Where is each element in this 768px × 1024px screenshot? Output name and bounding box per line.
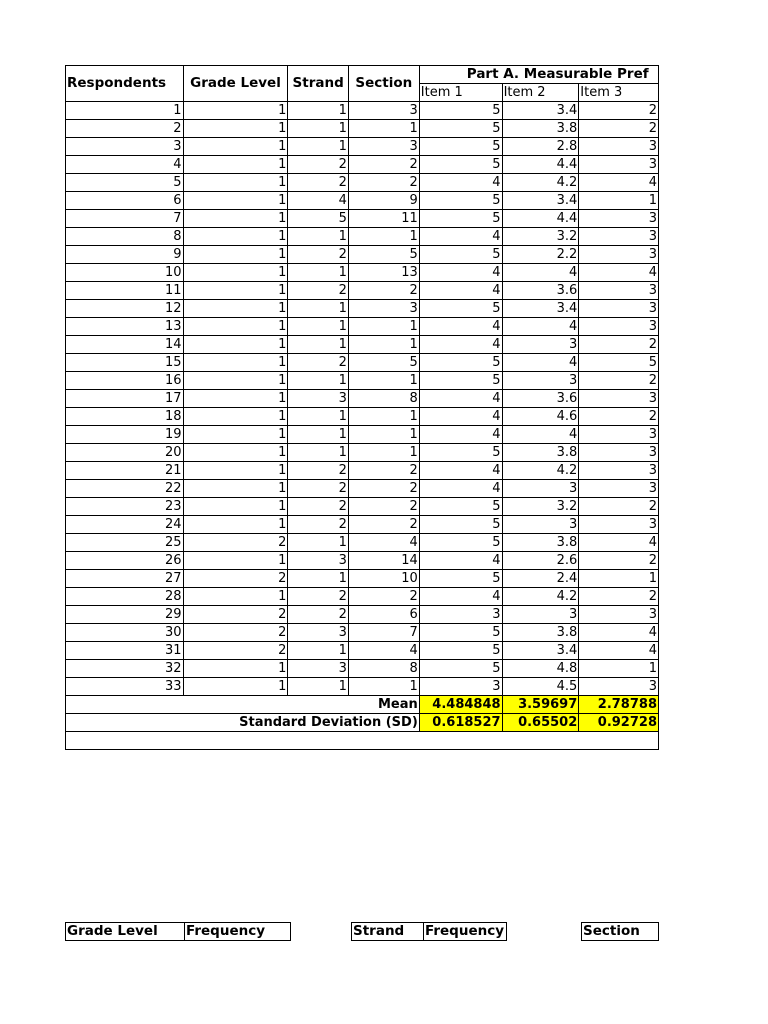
cell-item-2[interactable]: 4.4: [502, 210, 579, 228]
cell-respondent[interactable]: 5: [66, 174, 184, 192]
cell-respondent[interactable]: 27: [66, 570, 184, 588]
cell-item-2[interactable]: 4.2: [502, 462, 579, 480]
cell-grade-level[interactable]: 2: [183, 606, 288, 624]
table-row: [66, 138, 659, 156]
cell-grade-level[interactable]: 1: [183, 228, 288, 246]
strand-frequency-table: [351, 922, 507, 941]
cell-section[interactable]: 2: [348, 282, 419, 300]
cell-grade-level[interactable]: 1: [183, 588, 288, 606]
cell-strand[interactable]: 2: [288, 462, 348, 480]
cell-grade-level[interactable]: 1: [183, 192, 288, 210]
cell-item-2[interactable]: 3.4: [502, 192, 579, 210]
cell-section[interactable]: 4: [348, 534, 419, 552]
cell-grade-level[interactable]: 1: [183, 282, 288, 300]
cell-grade-level[interactable]: 1: [183, 426, 288, 444]
table-row: [66, 588, 659, 606]
cell-grade-level[interactable]: 1: [183, 120, 288, 138]
cell-grade-level[interactable]: 1: [183, 480, 288, 498]
cell-item-3[interactable]: 4: [579, 624, 659, 642]
cell-grade-level[interactable]: 1: [183, 372, 288, 390]
cell-item-2[interactable]: 3: [502, 336, 579, 354]
cell-item-3[interactable]: 2: [579, 588, 659, 606]
cell-strand[interactable]: 1: [288, 318, 348, 336]
table-body: [66, 102, 659, 696]
cell-strand[interactable]: 1: [288, 102, 348, 120]
cell-respondent[interactable]: 15: [66, 354, 184, 372]
cell-strand[interactable]: 2: [288, 516, 348, 534]
cell-item-3[interactable]: 3: [579, 606, 659, 624]
cell-respondent[interactable]: 10: [66, 264, 184, 282]
cell-strand[interactable]: 1: [288, 372, 348, 390]
cell-item-2[interactable]: 4: [502, 426, 579, 444]
cell-item-1[interactable]: 4: [419, 426, 502, 444]
table-row: [66, 408, 659, 426]
cell-item-2[interactable]: 3: [502, 516, 579, 534]
cell-section[interactable]: 10: [348, 570, 419, 588]
cell-item-2[interactable]: 4: [502, 354, 579, 372]
cell-section[interactable]: 1: [348, 408, 419, 426]
cell-item-1[interactable]: 5: [419, 570, 502, 588]
cell-section[interactable]: 8: [348, 390, 419, 408]
cell-grade-level[interactable]: 1: [183, 462, 288, 480]
cell-item-1[interactable]: 4: [419, 588, 502, 606]
cell-item-3[interactable]: 1: [579, 192, 659, 210]
sd-label[interactable]: Standard Deviation (SD): [66, 714, 420, 732]
table-row: [66, 336, 659, 354]
table-row: [66, 156, 659, 174]
cell-item-2[interactable]: 4.8: [502, 660, 579, 678]
cell-respondent[interactable]: 16: [66, 372, 184, 390]
sd-item-3[interactable]: 0.92728: [579, 714, 659, 732]
cell-strand[interactable]: 3: [288, 624, 348, 642]
freq-header-section[interactable]: Section: [582, 923, 659, 941]
cell-item-3[interactable]: 2: [579, 408, 659, 426]
cell-item-3[interactable]: 3: [579, 228, 659, 246]
cell-strand[interactable]: 1: [288, 408, 348, 426]
cell-item-1[interactable]: 5: [419, 444, 502, 462]
cell-item-1[interactable]: 5: [419, 120, 502, 138]
cell-section[interactable]: 8: [348, 660, 419, 678]
cell-strand[interactable]: 1: [288, 534, 348, 552]
cell-item-1[interactable]: 3: [419, 678, 502, 696]
grade-level-frequency-table: [65, 922, 291, 941]
cell-respondent[interactable]: 29: [66, 606, 184, 624]
cell-item-2[interactable]: 3.8: [502, 624, 579, 642]
table-row: [66, 174, 659, 192]
cell-item-2[interactable]: 3: [502, 480, 579, 498]
header-strand[interactable]: Strand: [288, 66, 348, 102]
cell-item-3[interactable]: 2: [579, 120, 659, 138]
cell-item-3[interactable]: 3: [579, 282, 659, 300]
cell-respondent[interactable]: 8: [66, 228, 184, 246]
cell-item-1[interactable]: 4: [419, 264, 502, 282]
cell-item-3[interactable]: 3: [579, 300, 659, 318]
cell-grade-level[interactable]: 1: [183, 336, 288, 354]
cell-respondent[interactable]: 30: [66, 624, 184, 642]
table-row: [66, 372, 659, 390]
cell-item-3[interactable]: 5: [579, 354, 659, 372]
cell-section[interactable]: 3: [348, 138, 419, 156]
section-frequency-table: [581, 922, 659, 941]
cell-section[interactable]: 2: [348, 498, 419, 516]
cell-section[interactable]: 6: [348, 606, 419, 624]
mean-item-1[interactable]: 4.484848: [419, 696, 502, 714]
table-row: [66, 534, 659, 552]
cell-item-1[interactable]: 5: [419, 210, 502, 228]
cell-section[interactable]: 2: [348, 156, 419, 174]
cell-grade-level[interactable]: 1: [183, 102, 288, 120]
cell-item-3[interactable]: 1: [579, 660, 659, 678]
cell-strand[interactable]: 1: [288, 138, 348, 156]
table-row: [66, 318, 659, 336]
cell-item-1[interactable]: 5: [419, 660, 502, 678]
cell-item-1[interactable]: 4: [419, 552, 502, 570]
cell-item-2[interactable]: 4.4: [502, 156, 579, 174]
cell-item-3[interactable]: 3: [579, 246, 659, 264]
cell-section[interactable]: 1: [348, 444, 419, 462]
header-part-a[interactable]: Part A. Measurable Pref: [419, 66, 658, 84]
cell-item-3[interactable]: 3: [579, 426, 659, 444]
cell-item-1[interactable]: 4: [419, 462, 502, 480]
table-row: [66, 390, 659, 408]
cell-section[interactable]: 2: [348, 516, 419, 534]
cell-strand[interactable]: 2: [288, 156, 348, 174]
cell-item-2[interactable]: 4.5: [502, 678, 579, 696]
cell-section[interactable]: 4: [348, 642, 419, 660]
cell-respondent[interactable]: 4: [66, 156, 184, 174]
cell-strand[interactable]: 1: [288, 426, 348, 444]
cell-grade-level[interactable]: 2: [183, 642, 288, 660]
table-row: [66, 102, 659, 120]
cell-item-1[interactable]: 4: [419, 408, 502, 426]
cell-section[interactable]: 2: [348, 462, 419, 480]
cell-strand[interactable]: 2: [288, 354, 348, 372]
cell-item-3[interactable]: 3: [579, 516, 659, 534]
cell-strand[interactable]: 2: [288, 498, 348, 516]
cell-item-1[interactable]: 5: [419, 624, 502, 642]
cell-respondent[interactable]: 1: [66, 102, 184, 120]
cell-item-3[interactable]: 3: [579, 390, 659, 408]
cell-grade-level[interactable]: 1: [183, 264, 288, 282]
cell-section[interactable]: 1: [348, 318, 419, 336]
cell-strand[interactable]: 2: [288, 246, 348, 264]
cell-respondent[interactable]: 32: [66, 660, 184, 678]
cell-grade-level[interactable]: 1: [183, 498, 288, 516]
cell-item-1[interactable]: 4: [419, 390, 502, 408]
table-row: [66, 660, 659, 678]
cell-section[interactable]: 2: [348, 480, 419, 498]
sd-item-1[interactable]: 0.618527: [419, 714, 502, 732]
cell-item-1[interactable]: 3: [419, 606, 502, 624]
freq-header-frequency[interactable]: Frequency: [185, 923, 291, 941]
table-row: [66, 552, 659, 570]
cell-respondent[interactable]: 18: [66, 408, 184, 426]
freq-header-grade-level[interactable]: Grade Level: [66, 923, 185, 941]
table-row: [66, 498, 659, 516]
cell-item-3[interactable]: 3: [579, 444, 659, 462]
cell-strand[interactable]: 3: [288, 660, 348, 678]
cell-item-3[interactable]: 3: [579, 462, 659, 480]
mean-label[interactable]: Mean: [66, 696, 420, 714]
cell-item-2[interactable]: 4: [502, 318, 579, 336]
cell-respondent[interactable]: 3: [66, 138, 184, 156]
table-row: [66, 300, 659, 318]
cell-strand[interactable]: 1: [288, 300, 348, 318]
cell-section[interactable]: 13: [348, 264, 419, 282]
cell-item-1[interactable]: 5: [419, 516, 502, 534]
cell-section[interactable]: 14: [348, 552, 419, 570]
cell-strand[interactable]: 2: [288, 174, 348, 192]
header-grade-level[interactable]: Grade Level: [183, 66, 288, 102]
cell-strand[interactable]: 2: [288, 282, 348, 300]
cell-grade-level[interactable]: 1: [183, 408, 288, 426]
cell-item-1[interactable]: 4: [419, 228, 502, 246]
cell-section[interactable]: 9: [348, 192, 419, 210]
cell-item-2[interactable]: 3.8: [502, 444, 579, 462]
cell-grade-level[interactable]: 1: [183, 444, 288, 462]
cell-item-1[interactable]: 5: [419, 372, 502, 390]
header-item-2[interactable]: Item 2: [502, 84, 579, 102]
cell-item-1[interactable]: 5: [419, 246, 502, 264]
cell-grade-level[interactable]: 2: [183, 570, 288, 588]
table-row: [66, 210, 659, 228]
cell-item-1[interactable]: 5: [419, 354, 502, 372]
table-row: [66, 678, 659, 696]
cell-item-3[interactable]: 3: [579, 480, 659, 498]
mean-item-2[interactable]: 3.59697: [502, 696, 579, 714]
cell-item-2[interactable]: 2.2: [502, 246, 579, 264]
cell-respondent[interactable]: 24: [66, 516, 184, 534]
table-row: [66, 480, 659, 498]
cell-respondent[interactable]: 23: [66, 498, 184, 516]
cell-grade-level[interactable]: 1: [183, 660, 288, 678]
cell-item-1[interactable]: 4: [419, 480, 502, 498]
table-row: [66, 192, 659, 210]
sd-item-2[interactable]: 0.65502: [502, 714, 579, 732]
cell-item-3[interactable]: 2: [579, 372, 659, 390]
cell-grade-level[interactable]: 1: [183, 516, 288, 534]
cell-grade-level[interactable]: 1: [183, 318, 288, 336]
cell-item-3[interactable]: 3: [579, 678, 659, 696]
cell-respondent[interactable]: 25: [66, 534, 184, 552]
cell-grade-level[interactable]: 1: [183, 354, 288, 372]
cell-item-1[interactable]: 5: [419, 300, 502, 318]
table-row: [66, 444, 659, 462]
freq-header-strand[interactable]: Strand: [352, 923, 424, 941]
cell-grade-level[interactable]: 1: [183, 138, 288, 156]
cell-respondent[interactable]: 13: [66, 318, 184, 336]
cell-respondent[interactable]: 26: [66, 552, 184, 570]
table-row: [66, 120, 659, 138]
cell-section[interactable]: 3: [348, 102, 419, 120]
cell-grade-level[interactable]: 1: [183, 210, 288, 228]
table-row: [66, 426, 659, 444]
cell-section[interactable]: 1: [348, 120, 419, 138]
cell-strand[interactable]: 3: [288, 390, 348, 408]
cell-section[interactable]: 1: [348, 372, 419, 390]
cell-section[interactable]: 5: [348, 246, 419, 264]
table-row: [66, 570, 659, 588]
cell-grade-level[interactable]: 1: [183, 390, 288, 408]
cell-strand[interactable]: 1: [288, 264, 348, 282]
cell-item-2[interactable]: 3.2: [502, 498, 579, 516]
cell-section[interactable]: 11: [348, 210, 419, 228]
cell-grade-level[interactable]: 1: [183, 156, 288, 174]
cell-section[interactable]: 1: [348, 678, 419, 696]
spreadsheet-grid: [65, 65, 659, 759]
cell-item-2[interactable]: 3.6: [502, 282, 579, 300]
cell-strand[interactable]: 1: [288, 570, 348, 588]
cell-item-2[interactable]: 3.8: [502, 120, 579, 138]
cell-item-2[interactable]: 3.4: [502, 102, 579, 120]
cell-respondent[interactable]: 22: [66, 480, 184, 498]
cell-item-1[interactable]: 5: [419, 102, 502, 120]
cell-strand[interactable]: 2: [288, 606, 348, 624]
cell-strand[interactable]: 3: [288, 552, 348, 570]
cell-strand[interactable]: 1: [288, 678, 348, 696]
cell-item-2[interactable]: 4.2: [502, 174, 579, 192]
cell-respondent[interactable]: 2: [66, 120, 184, 138]
cell-strand[interactable]: 2: [288, 588, 348, 606]
cell-item-1[interactable]: 5: [419, 192, 502, 210]
cell-grade-level[interactable]: 1: [183, 552, 288, 570]
cell-item-2[interactable]: 3: [502, 372, 579, 390]
cell-respondent[interactable]: 9: [66, 246, 184, 264]
cell-item-3[interactable]: 2: [579, 336, 659, 354]
cell-strand[interactable]: 1: [288, 228, 348, 246]
cell-respondent[interactable]: 12: [66, 300, 184, 318]
cell-item-2[interactable]: 2.6: [502, 552, 579, 570]
table-row: [66, 462, 659, 480]
cell-grade-level[interactable]: 1: [183, 678, 288, 696]
cell-item-1[interactable]: 5: [419, 156, 502, 174]
cell-strand[interactable]: 1: [288, 444, 348, 462]
cell-strand[interactable]: 2: [288, 480, 348, 498]
cell-section[interactable]: 1: [348, 426, 419, 444]
cell-item-3[interactable]: 3: [579, 318, 659, 336]
cell-respondent[interactable]: 19: [66, 426, 184, 444]
cell-respondent[interactable]: 20: [66, 444, 184, 462]
cell-respondent[interactable]: 7: [66, 210, 184, 228]
cell-item-2[interactable]: 3.2: [502, 228, 579, 246]
cell-item-2[interactable]: 3.4: [502, 642, 579, 660]
header-section[interactable]: Section: [348, 66, 419, 102]
cell-section[interactable]: 2: [348, 588, 419, 606]
cell-item-1[interactable]: 5: [419, 498, 502, 516]
cell-item-2[interactable]: 4: [502, 264, 579, 282]
survey-table: [65, 65, 659, 750]
cell-section[interactable]: 1: [348, 228, 419, 246]
cell-respondent[interactable]: 17: [66, 390, 184, 408]
mean-item-3[interactable]: 2.78788: [579, 696, 659, 714]
cell-respondent[interactable]: 6: [66, 192, 184, 210]
table-row: [66, 642, 659, 660]
cell-item-3[interactable]: 2: [579, 102, 659, 120]
cell-respondent[interactable]: 33: [66, 678, 184, 696]
cell-grade-level[interactable]: 1: [183, 246, 288, 264]
cell-strand[interactable]: 4: [288, 192, 348, 210]
freq-header-frequency[interactable]: Frequency: [424, 923, 507, 941]
cell-item-1[interactable]: 5: [419, 534, 502, 552]
cell-item-1[interactable]: 4: [419, 174, 502, 192]
cell-item-1[interactable]: 4: [419, 318, 502, 336]
cell-grade-level[interactable]: 1: [183, 300, 288, 318]
cell-item-2[interactable]: 4.6: [502, 408, 579, 426]
cell-item-2[interactable]: 3.6: [502, 390, 579, 408]
table-row: [66, 264, 659, 282]
cell-item-3[interactable]: 3: [579, 156, 659, 174]
cell-section[interactable]: 5: [348, 354, 419, 372]
cell-respondent[interactable]: 11: [66, 282, 184, 300]
cell-item-1[interactable]: 4: [419, 336, 502, 354]
cell-item-3[interactable]: 3: [579, 210, 659, 228]
cell-item-3[interactable]: 3: [579, 138, 659, 156]
header-respondents[interactable]: Respondents: [66, 66, 184, 102]
cell-respondent[interactable]: 14: [66, 336, 184, 354]
header-item-3[interactable]: Item 3: [579, 84, 659, 102]
cell-item-2[interactable]: 4.2: [502, 588, 579, 606]
cell-item-3[interactable]: 1: [579, 570, 659, 588]
cell-respondent[interactable]: 21: [66, 462, 184, 480]
cell-grade-level[interactable]: 1: [183, 174, 288, 192]
cell-strand[interactable]: 1: [288, 642, 348, 660]
cell-item-3[interactable]: 4: [579, 264, 659, 282]
cell-section[interactable]: 1: [348, 336, 419, 354]
table-row: [66, 624, 659, 642]
cell-item-1[interactable]: 5: [419, 138, 502, 156]
blank-row[interactable]: [66, 732, 659, 750]
cell-item-3[interactable]: 4: [579, 534, 659, 552]
cell-grade-level[interactable]: 2: [183, 624, 288, 642]
header-item-1[interactable]: Item 1: [419, 84, 502, 102]
cell-section[interactable]: 7: [348, 624, 419, 642]
cell-strand[interactable]: 5: [288, 210, 348, 228]
cell-item-2[interactable]: 3.4: [502, 300, 579, 318]
cell-section[interactable]: 2: [348, 174, 419, 192]
table-row: [66, 228, 659, 246]
cell-item-2[interactable]: 3.8: [502, 534, 579, 552]
cell-grade-level[interactable]: 2: [183, 534, 288, 552]
cell-item-3[interactable]: 2: [579, 498, 659, 516]
cell-item-3[interactable]: 4: [579, 642, 659, 660]
cell-item-2[interactable]: 3: [502, 606, 579, 624]
cell-item-1[interactable]: 4: [419, 282, 502, 300]
table-row: [66, 516, 659, 534]
cell-section[interactable]: 3: [348, 300, 419, 318]
cell-respondent[interactable]: 31: [66, 642, 184, 660]
table-row: [66, 354, 659, 372]
cell-strand[interactable]: 1: [288, 120, 348, 138]
table-row: [66, 606, 659, 624]
cell-item-1[interactable]: 5: [419, 642, 502, 660]
cell-item-2[interactable]: 2.8: [502, 138, 579, 156]
cell-item-2[interactable]: 2.4: [502, 570, 579, 588]
cell-item-3[interactable]: 2: [579, 552, 659, 570]
table-row: [66, 246, 659, 264]
cell-item-3[interactable]: 4: [579, 174, 659, 192]
cell-strand[interactable]: 1: [288, 336, 348, 354]
cell-respondent[interactable]: 28: [66, 588, 184, 606]
table-row: [66, 282, 659, 300]
